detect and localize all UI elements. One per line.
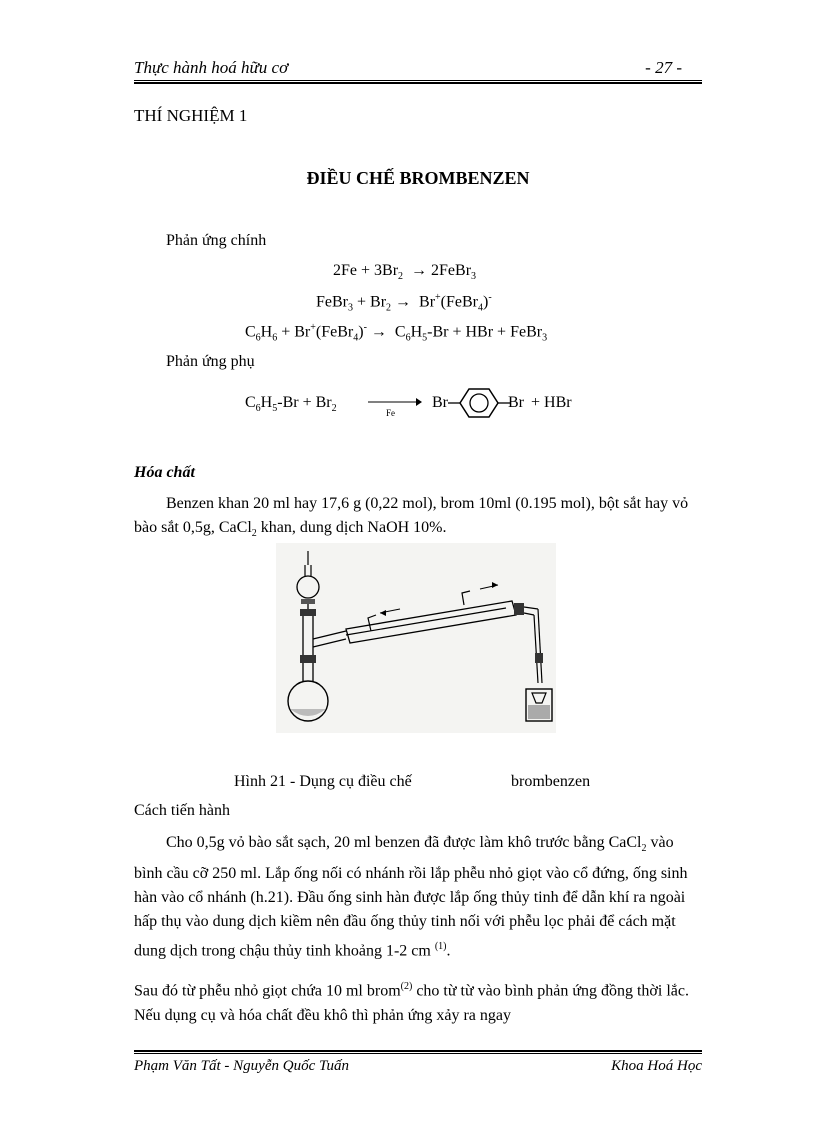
equation-4-left: $C_6H_5-Br + Br_2$ <box>245 394 337 415</box>
experiment-label: THÍ NGHIỆM 1 <box>134 106 248 125</box>
procedure-paragraph-2: Sau đó từ phễu nhỏ giọt chứa 10 ml brom$^{(2)}$ cho từ từ vào bình phản ứng đồng thời lắc. Nếu dụng cụ và hóa chất đều khô thì phản ứng xảy ra ngay <box>134 981 689 1024</box>
page-footer <box>134 1058 702 1075</box>
ring-product-tail: + HBr <box>531 394 572 411</box>
equation-3: $C_6H_6$ + Br+(FeBr$_4$)- → $C_6H_5-Br$ + HBr + FeBr$_3$ <box>245 322 548 344</box>
reaction-arrow <box>366 392 422 418</box>
equation-1: $2Fe + 3Br_2$ → 2FeBr$_3$ <box>333 262 477 283</box>
equation-2: FeBr$_3$ + $Br_2$ → Br+(FeBr$_4$)- <box>316 292 492 314</box>
figure-caption: Hình 21 - Dụng cụ điều chế <box>234 773 412 790</box>
header-title: Thực hành hoá hữu cơ <box>134 58 289 77</box>
side-reaction-label: Phản ứng phụ <box>166 353 255 370</box>
main-reaction-label: Phản ứng chính <box>166 232 267 249</box>
procedure-heading: Cách tiến hành <box>134 802 230 819</box>
ring-sub-left: Br <box>432 394 448 411</box>
page-header <box>134 58 702 80</box>
footer-authors: Phạm Văn Tất - Nguyễn Quốc Tuấn <box>134 1058 349 1074</box>
chemicals-paragraph: Benzen khan 20 ml hay 17,6 g (0,22 mol), brom 10ml (0.195 mol), bột sắt hay vỏ bào sắt 0,5g, CaCl$_2$ khan, dung dịch NaOH 10%. <box>134 495 689 540</box>
ring-sub-right: Br <box>508 394 524 411</box>
header-rule <box>134 80 702 84</box>
page-number: - 27 - <box>645 58 682 77</box>
benzene-ring-icon <box>448 386 510 420</box>
chemicals-heading: Hóa chất <box>134 464 195 481</box>
footer-faculty: Khoa Hoá Học <box>611 1058 702 1074</box>
apparatus-figure <box>276 543 556 733</box>
figure-caption-product: brombenzen <box>511 773 591 790</box>
procedure-paragraph-1: Cho 0,5g vỏ bào sắt sạch, 20 ml benzen đã được làm khô trước bằng CaCl$_2$ vào bình cầu cỡ 250 ml. Lắp ống nối có nhánh rồi lắp phễu nhỏ giọt vào cổ đứng, ống sinh hàn vào cổ nhánh (h.21). Đầu ống sinh hàn được lắp ống thủy tinh để dẫn khí ra ngoài hấp thụ vào dung dịch kiềm nên đầu ống thủy tinh nối với phễu lọc phải để cách mặt dung dịch trong chậu thủy tinh khoảng 1-2 cm $^{(1)}$. <box>134 834 688 960</box>
page-title: ĐIỀU CHẾ BROMBENZEN <box>306 168 530 188</box>
catalyst-label: Fe <box>386 408 395 418</box>
footer-rule <box>134 1050 702 1054</box>
